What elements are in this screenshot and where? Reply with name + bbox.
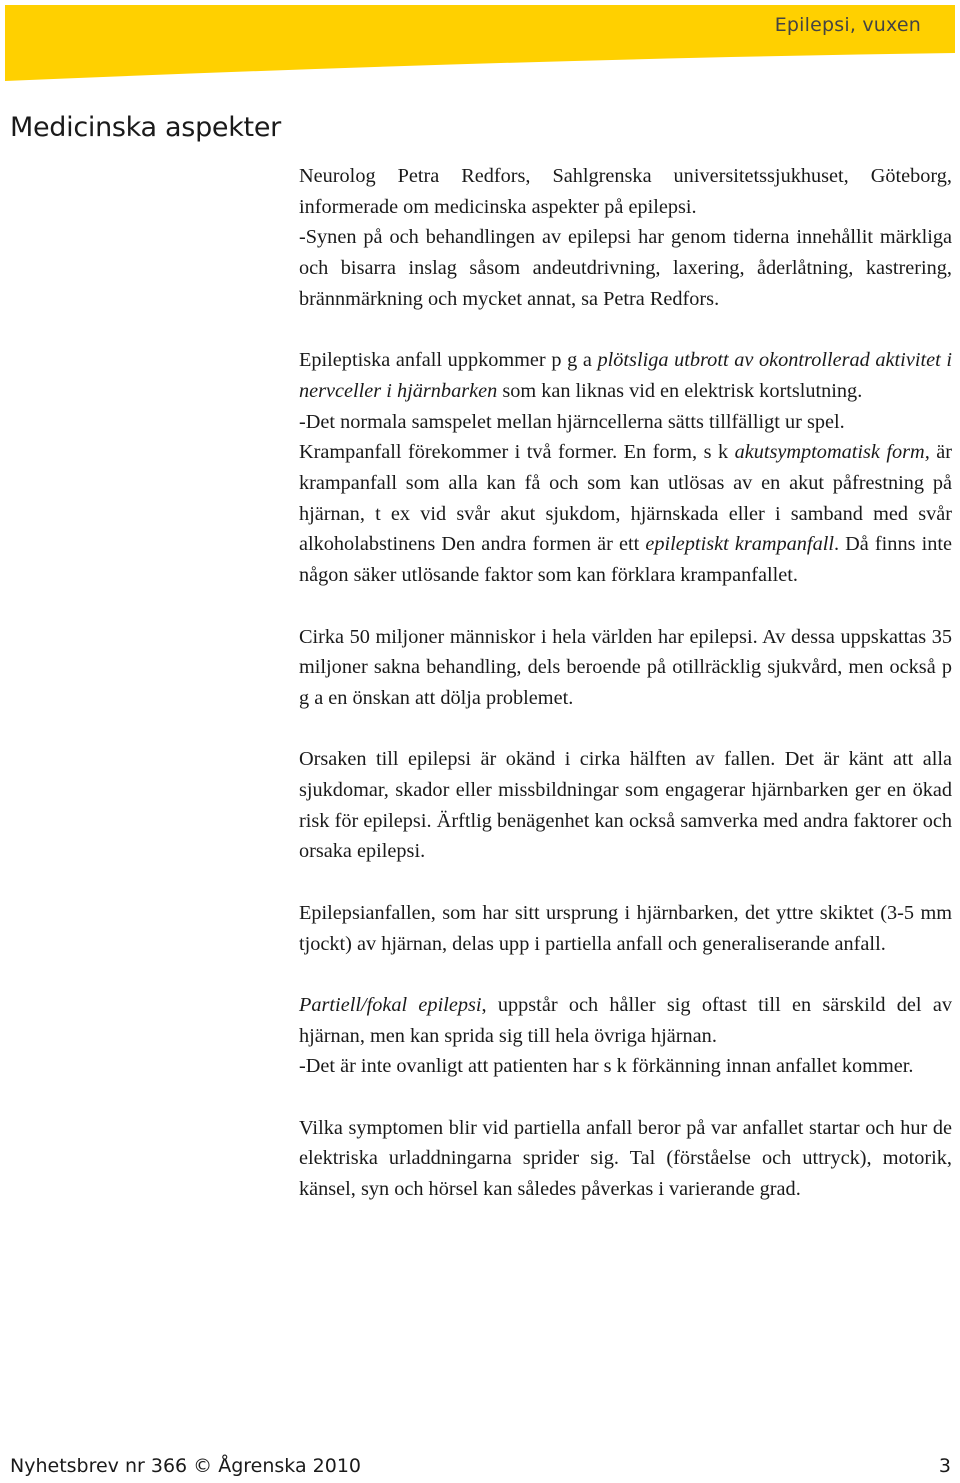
intro-text: Neurolog Petra Redfors, Sahlgrenska universitetssjukhuset, Göteborg, informerade om medicinska aspekter på epilepsi. <box>299 165 952 218</box>
seizure-text-end: som kan liknas vid en elektrisk kortslutning. <box>497 379 863 402</box>
paragraph-symptoms: Vilka symptomen blir vid partiella anfall beror på var anfallet startar och hur de elektriska urladdningarna sprider sig. Tal (förståelse och uttryck), motorik, känsel, syn och hörsel kan således påverkas i varierande grad. <box>299 1116 952 1201</box>
paragraph-causes: Orsaken till epilepsi är okänd i cirka hälften av fallen. Det är känt att alla sjukdomar, skador eller missbildningar som engagerar hjärnbarken ger en ökad risk för epilepsi. Ärftlig benägenhet kan också samverka med andra faktorer och orsaka epilepsi. <box>299 748 952 863</box>
partial-emphasis: Partiell/fokal epilepsi <box>299 993 482 1016</box>
header-title: Epilepsi, vuxen <box>774 14 921 36</box>
partial-text: , uppstår och håller sig oftast till en särskild del av hjärnan, men kan sprida sig till hela övriga hjärnan. <box>299 993 952 1047</box>
paragraph-classification: Epilepsianfallen, som har sitt ursprung i hjärnbarken, det yttre skiktet (3-5 mm tjockt) av hjärnan, delas upp i partiella anfall och generaliserande anfall. <box>299 901 952 955</box>
partial-quote: -Det är inte ovanligt att patienten har s k förkänning innan anfallet kommer. <box>299 1055 914 1078</box>
cramp-text-1: Krampanfall förekommer i två former. En form, s k <box>299 441 735 464</box>
paragraph-seizures <box>299 345 952 591</box>
paragraph-prevalence: Cirka 50 miljoner människor i hela världen har epilepsi. Av dessa uppskattas 35 miljoner sakna behandling, dels beroende på otillräcklig sjukvård, men också p g a en önskan att dölja problemet. <box>299 625 952 709</box>
header-band <box>5 5 955 85</box>
seizure-emphasis: plötsliga utbrott av okontrollerad aktivitet i nervceller i hjärnbarken <box>299 349 952 402</box>
cramp-emphasis-1: akutsymptomatisk form, <box>734 441 930 464</box>
seizure-quote: -Det normala samspelet mellan hjärncellerna sätts tillfälligt ur spel. <box>299 410 845 433</box>
paragraph-partial <box>299 990 952 1082</box>
footer-page-number: 3 <box>938 1455 951 1477</box>
paragraph-intro <box>299 161 952 315</box>
cramp-text-2: är krampanfall som alla kan få och som kan utlösas av en akut påfrestning på hjärnan, t ex vid svår akut sjukdom, hjärnskada eller i samband med svår alkoholabstinens Den andra formen är ett <box>299 441 952 556</box>
cramp-emphasis-2: epileptiskt krampanfall <box>645 533 834 556</box>
article-body <box>299 161 952 1205</box>
seizure-text-start: Epileptiska anfall uppkommer p g a <box>299 349 598 372</box>
footer-newsletter: Nyhetsbrev nr 366 © Ågrenska 2010 <box>10 1455 361 1477</box>
intro-quote: -Synen på och behandlingen av epilepsi har genom tiderna innehållit märkliga och bisarra inslag såsom andeutdrivning, laxering, åderlåtning, kastrering, brännmärkning och mycket annat, sa Petra Redfors. <box>299 226 952 310</box>
cramp-text-3: . Då finns inte någon säker utlösande faktor som kan förklara krampanfallet. <box>299 533 952 587</box>
section-title: Medicinska aspekter <box>10 112 281 143</box>
